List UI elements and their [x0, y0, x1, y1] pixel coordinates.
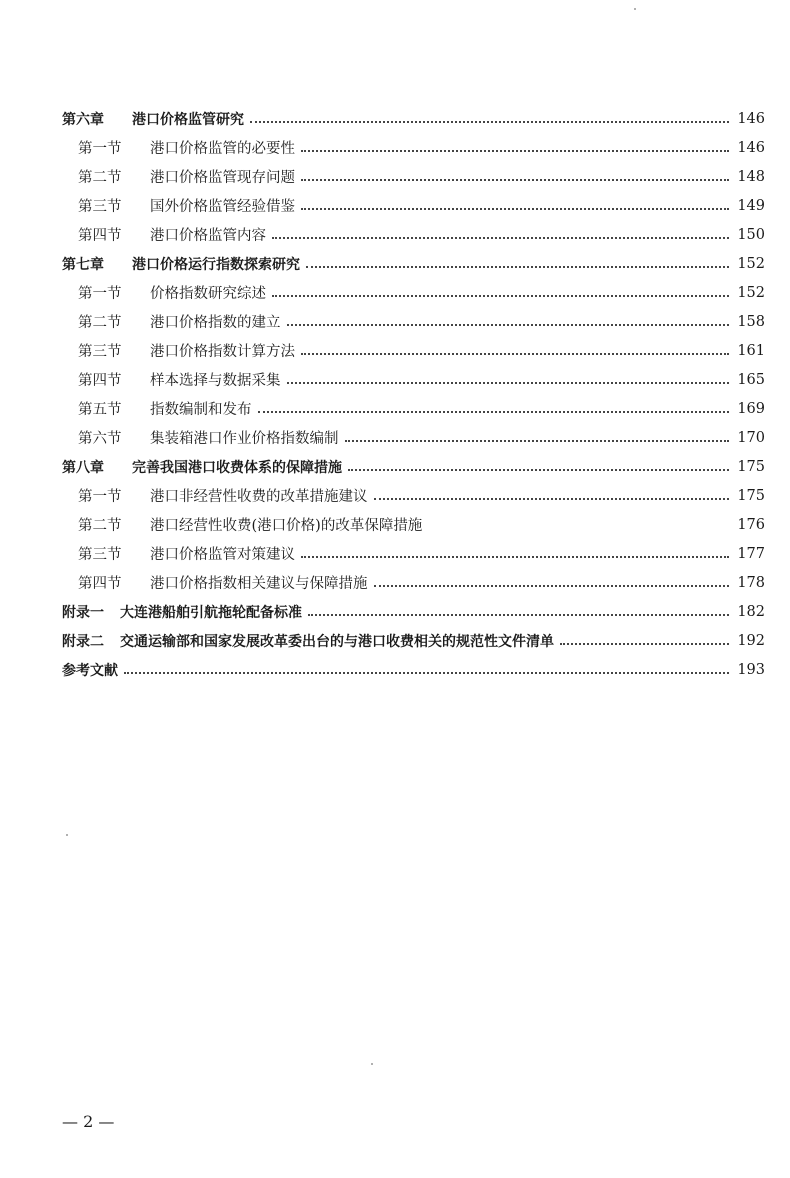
toc-entry-page: 161	[737, 342, 765, 359]
toc-entry-number: 第四节	[78, 576, 122, 592]
dot-leader	[428, 527, 729, 529]
dot-leader	[124, 672, 729, 674]
toc-entry-number: 第六章	[62, 111, 104, 128]
toc-entry-section[interactable]	[62, 278, 765, 307]
toc-entry-title: 港口价格监管研究	[132, 111, 244, 128]
toc-entry-page: 165	[737, 371, 765, 388]
toc-entry-page: 169	[737, 400, 765, 417]
toc-entry-page: 175	[737, 458, 765, 475]
toc-entry-chapter[interactable]	[62, 104, 765, 133]
toc-entry-number: 附录二	[62, 633, 104, 650]
toc-entry-section[interactable]	[62, 539, 765, 568]
toc-entry-number: 第五节	[78, 402, 122, 418]
toc-entry-title: 交通运输部和国家发展改革委出台的与港口收费相关的规范性文件清单	[120, 633, 554, 650]
toc-entry-title: 港口价格监管的必要性	[150, 141, 295, 157]
dot-leader	[306, 266, 729, 268]
toc-entry-page: 152	[737, 255, 765, 272]
toc-entry-chapter[interactable]	[62, 249, 765, 278]
toc-entry-title: 完善我国港口收费体系的保障措施	[132, 459, 342, 476]
toc-entry-page: 146	[737, 110, 765, 127]
dot-leader	[301, 353, 729, 355]
toc-entry-number: 第四节	[78, 373, 122, 389]
toc-entry-title: 港口价格指数的建立	[150, 315, 281, 331]
toc-entry-section[interactable]	[62, 481, 765, 510]
dot-leader	[272, 295, 729, 297]
toc-entry-number: 第一节	[78, 141, 122, 157]
toc-entry-page: 152	[737, 284, 765, 301]
toc-entry-page: 192	[737, 632, 765, 649]
toc-entry-title: 港口非经营性收费的改革措施建议	[150, 489, 368, 505]
dot-leader	[301, 556, 729, 558]
toc-entry-number: 第七章	[62, 256, 104, 273]
toc-entry-number: 第三节	[78, 547, 122, 563]
toc-entry-page: 148	[737, 168, 765, 185]
toc-entry-page: 150	[737, 226, 765, 243]
toc-entry-title: 港口经营性收费(港口价格)的改革保障措施	[150, 518, 423, 534]
toc-entry-section[interactable]	[62, 365, 765, 394]
toc-entry-number: 第一节	[78, 286, 122, 302]
dot-leader	[374, 498, 730, 500]
dot-leader	[308, 614, 729, 616]
toc-entry-page: 146	[737, 139, 765, 156]
dot-leader	[301, 179, 729, 181]
toc-entry-page: 177	[737, 545, 765, 562]
toc-entry-section[interactable]	[62, 133, 765, 162]
toc-entry-appendix[interactable]	[62, 597, 765, 626]
toc-entry-chapter[interactable]	[62, 452, 765, 481]
toc-entry-section[interactable]	[62, 510, 765, 539]
dot-leader	[258, 411, 730, 413]
toc-entry-title: 样本选择与数据采集	[150, 373, 281, 389]
toc-entry-number: 第二节	[78, 518, 122, 534]
toc-entry-number: 第三节	[78, 199, 122, 215]
toc-entry-page: 175	[737, 487, 765, 504]
toc-entry-title: 集装箱港口作业价格指数编制	[150, 431, 339, 447]
toc-entry-title: 国外价格监管经验借鉴	[150, 199, 295, 215]
scan-speck	[371, 1063, 373, 1065]
toc-entry-title: 港口价格指数计算方法	[150, 344, 295, 360]
table-of-contents	[62, 104, 765, 684]
toc-entry-number: 第一节	[78, 489, 122, 505]
toc-entry-section[interactable]	[62, 307, 765, 336]
toc-entry-section[interactable]	[62, 191, 765, 220]
page-number: — 2 —	[62, 1112, 115, 1131]
toc-entry-number: 第六节	[78, 431, 122, 447]
toc-entry-title: 价格指数研究综述	[150, 286, 266, 302]
dot-leader	[287, 324, 730, 326]
dot-leader	[348, 469, 729, 471]
toc-entry-number: 第四节	[78, 228, 122, 244]
toc-entry-page: 193	[737, 661, 765, 678]
toc-entry-section[interactable]	[62, 336, 765, 365]
scan-speck	[634, 8, 636, 10]
toc-entry-title: 指数编制和发布	[150, 402, 252, 418]
toc-entry-number: 第八章	[62, 459, 104, 476]
dot-leader	[301, 208, 729, 210]
dot-leader	[560, 643, 729, 645]
toc-entry-title: 港口价格指数相关建议与保障措施	[150, 576, 368, 592]
dot-leader	[250, 121, 729, 123]
toc-entry-number: 第二节	[78, 315, 122, 331]
toc-entry-section[interactable]	[62, 162, 765, 191]
toc-entry-section[interactable]	[62, 568, 765, 597]
toc-entry-appendix[interactable]	[62, 626, 765, 655]
toc-entry-number: 附录一	[62, 604, 104, 621]
toc-entry-title: 港口价格运行指数探索研究	[132, 256, 300, 273]
toc-entry-page: 182	[737, 603, 765, 620]
dot-leader	[374, 585, 730, 587]
toc-entry-page: 176	[737, 516, 765, 533]
toc-entry-title: 参考文献	[62, 662, 118, 679]
dot-leader	[272, 237, 729, 239]
toc-entry-page: 178	[737, 574, 765, 591]
dot-leader	[301, 150, 729, 152]
toc-entry-section[interactable]	[62, 394, 765, 423]
toc-entry-page: 170	[737, 429, 765, 446]
dot-leader	[345, 440, 730, 442]
toc-entry-section[interactable]	[62, 220, 765, 249]
toc-entry-page: 158	[737, 313, 765, 330]
toc-entry-title: 港口价格监管现存问题	[150, 170, 295, 186]
toc-entry-number: 第三节	[78, 344, 122, 360]
toc-entry-title: 港口价格监管对策建议	[150, 547, 295, 563]
toc-entry-title: 大连港船舶引航拖轮配备标准	[120, 604, 302, 621]
toc-entry-title: 港口价格监管内容	[150, 228, 266, 244]
scan-speck	[66, 834, 68, 836]
toc-entry-number: 第二节	[78, 170, 122, 186]
toc-entry-chapter[interactable]	[62, 655, 765, 684]
toc-entry-page: 149	[737, 197, 765, 214]
dot-leader	[287, 382, 730, 384]
toc-entry-section[interactable]	[62, 423, 765, 452]
